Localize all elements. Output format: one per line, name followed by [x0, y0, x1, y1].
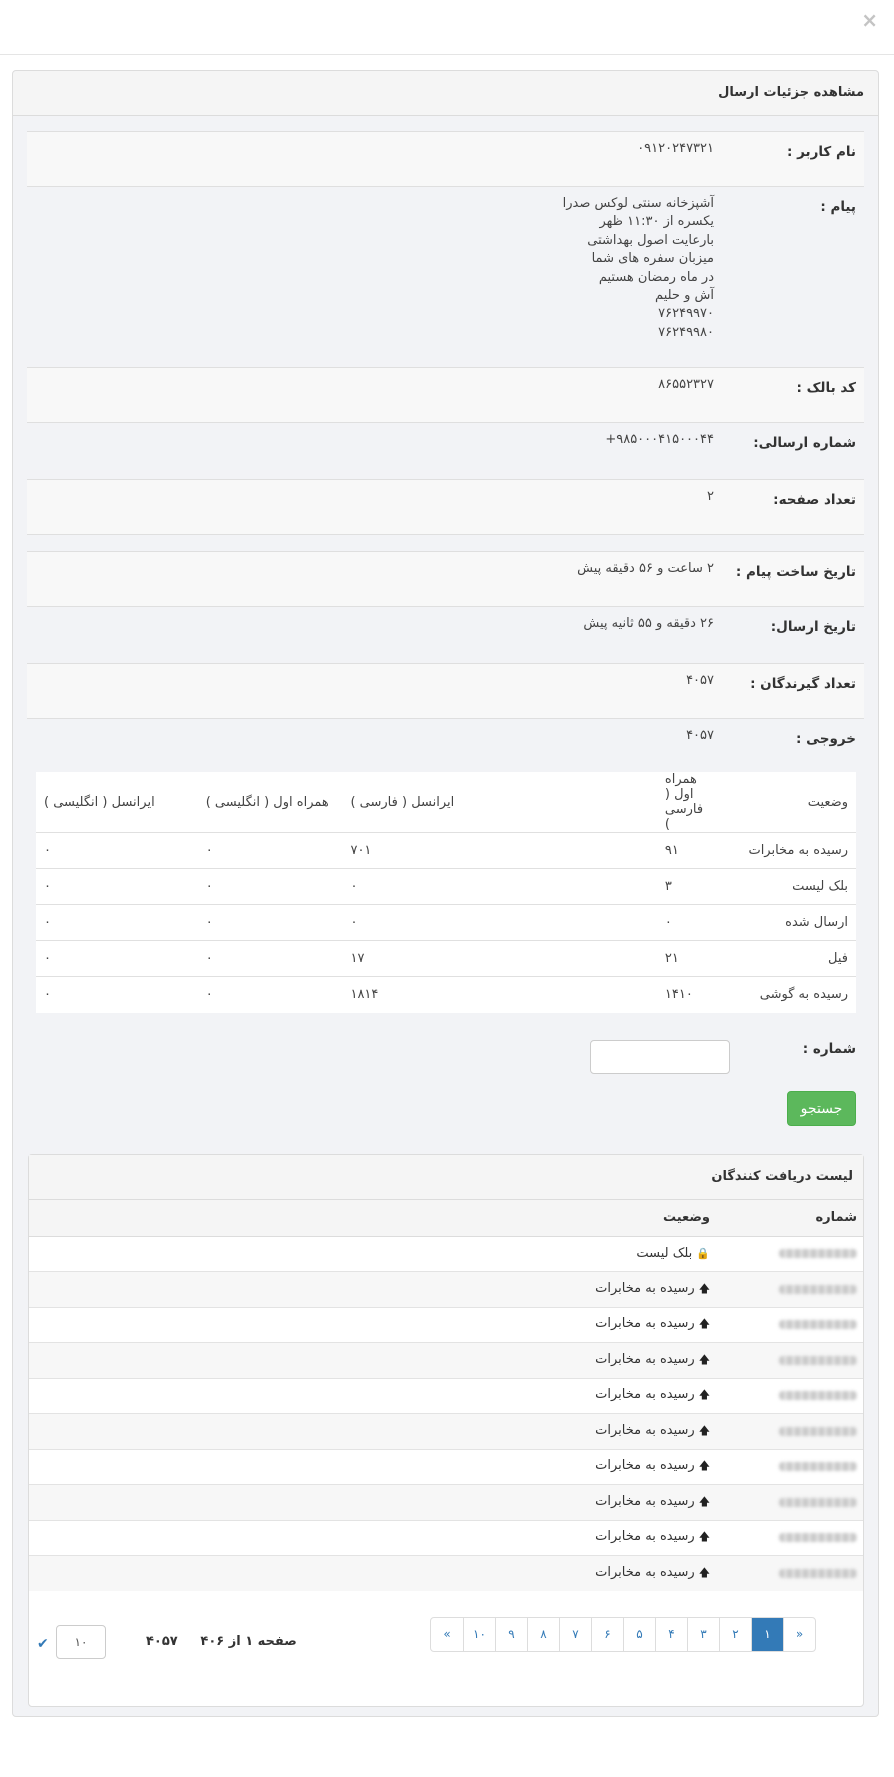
blurred-number — [779, 1498, 857, 1507]
stats-cell: ارسال شده — [711, 905, 856, 941]
page-button-8[interactable]: ۸ — [527, 1618, 559, 1651]
send-date-value: ۲۶ دقیقه و ۵۵ ثانیه پیش — [583, 616, 714, 631]
page-button-5[interactable]: ۵ — [623, 1618, 655, 1651]
stats-cell: ۱۴۱۰ — [487, 977, 711, 1013]
recipient-number — [758, 1307, 863, 1343]
status-text: رسیده به مخابرات — [595, 1387, 695, 1403]
page-button-9[interactable]: ۹ — [495, 1618, 527, 1651]
table-row — [29, 1414, 863, 1450]
recipient-number — [758, 1520, 863, 1556]
table-row — [29, 1272, 863, 1308]
stats-cell: ۰ — [198, 941, 343, 977]
stats-cell: ۰ — [198, 905, 343, 941]
number-search-input[interactable] — [590, 1040, 730, 1074]
page-button-6[interactable]: ۶ — [591, 1618, 623, 1651]
stats-cell: بلک لیست — [711, 869, 856, 905]
stats-cell: ۰ — [36, 977, 198, 1013]
recipient-number — [758, 1236, 863, 1272]
stats-cell: فیل — [711, 941, 856, 977]
recipient-status — [29, 1236, 758, 1272]
table-row — [29, 1378, 863, 1414]
page-button-10[interactable]: ۱۰ — [463, 1618, 495, 1651]
recipient-status — [29, 1378, 758, 1414]
recipient-status — [29, 1449, 758, 1485]
stats-cell: رسیده به گوشی — [711, 977, 856, 1013]
status-text: رسیده به مخابرات — [595, 1529, 695, 1545]
stats-header-row — [36, 772, 856, 833]
recipients-title: لیست دریافت کنندگان — [29, 1155, 863, 1200]
stats-row — [36, 941, 856, 977]
blurred-number — [779, 1249, 857, 1258]
number-search-label: شماره : — [802, 1041, 856, 1057]
arrow-up-icon: 🡅 — [698, 1281, 710, 1295]
lock-icon: 🔒 — [696, 1247, 710, 1261]
stats-cell: ۲۱ — [487, 941, 711, 977]
recipient-number — [758, 1556, 863, 1592]
stats-row — [36, 905, 856, 941]
blurred-number — [779, 1285, 857, 1294]
check-icon[interactable]: ✔ — [37, 1636, 49, 1652]
recipient-number — [758, 1485, 863, 1521]
stats-row — [36, 977, 856, 1013]
table-row — [29, 1520, 863, 1556]
output-label: خروجی : — [795, 731, 856, 747]
status-text: بلک لیست — [636, 1246, 693, 1262]
message-line: بارعایت اصول بهداشتی — [587, 232, 714, 248]
detail-row-bulk-code — [27, 367, 864, 423]
recipient-status — [29, 1556, 758, 1592]
recipient-status — [29, 1272, 758, 1308]
stats-cell: رسیده به مخابرات — [711, 833, 856, 869]
detail-row-send-date — [27, 607, 864, 663]
detail-row-created-date — [27, 551, 864, 607]
stats-cell: ۹۱ — [487, 833, 711, 869]
recipients-count-value: ۴۰۵۷ — [686, 673, 714, 688]
message-line: ۷۶۲۴۹۹۸۰ — [658, 324, 714, 340]
stats-cell: ۰ — [36, 833, 198, 869]
blurred-number — [779, 1462, 857, 1471]
stats-cell: ۰ — [487, 905, 711, 941]
per-page-input[interactable]: ۱۰ — [56, 1625, 106, 1659]
detail-row-sender-number — [27, 423, 864, 479]
recipients-count-label: تعداد گیرندگان : — [750, 676, 856, 692]
arrow-up-icon: 🡅 — [698, 1566, 710, 1579]
detail-row-page-count — [27, 479, 864, 535]
recipient-status — [29, 1520, 758, 1556]
stats-header-cell: ایرانسل ( انگلیسی ) — [44, 794, 155, 810]
message-label: پیام : — [820, 199, 856, 215]
page-button-3[interactable]: ۳ — [687, 1618, 719, 1651]
arrow-up-icon: 🡅 — [698, 1388, 710, 1402]
table-row — [29, 1485, 863, 1521]
blurred-number — [779, 1320, 857, 1329]
bulk-code-label: کد بالک : — [796, 380, 856, 396]
status-text: رسیده به مخابرات — [595, 1493, 695, 1509]
arrow-up-icon: 🡅 — [698, 1423, 710, 1437]
detail-row-output — [27, 719, 864, 775]
table-row — [29, 1449, 863, 1485]
recipient-number — [758, 1343, 863, 1379]
table-row — [29, 1556, 863, 1592]
pagination — [430, 1617, 816, 1652]
delivery-stats-table — [36, 772, 856, 1013]
stats-cell: ۰ — [198, 869, 343, 905]
status-text: رسیده به مخابرات — [595, 1351, 695, 1367]
detail-row-username — [27, 131, 864, 187]
message-line: میزبان سفره های شما — [591, 251, 714, 267]
created-date-label: تاریخ ساخت پیام : — [735, 564, 856, 580]
blurred-number — [779, 1391, 857, 1400]
page-button-2[interactable]: ۲ — [719, 1618, 751, 1651]
header-divider — [0, 54, 894, 55]
status-text: رسیده به مخابرات — [595, 1316, 695, 1332]
recipient-status — [29, 1307, 758, 1343]
username-value: ۰۹۱۲۰۲۴۷۳۲۱ — [637, 141, 714, 156]
status-text: رسیده به مخابرات — [595, 1280, 695, 1296]
page-prev-button[interactable]: » — [783, 1618, 815, 1651]
detail-row-message — [27, 187, 864, 367]
stats-cell: ۰ — [342, 905, 486, 941]
recipient-status — [29, 1343, 758, 1379]
page-button-1[interactable]: ۱ — [751, 1618, 783, 1651]
status-text: رسیده به مخابرات — [595, 1458, 695, 1474]
blurred-number — [779, 1356, 857, 1365]
page-info-text: صفحه ۱ از ۴۰۶ — [200, 1634, 297, 1649]
recipient-number — [758, 1378, 863, 1414]
username-label: نام کاربر : — [787, 144, 856, 160]
close-button[interactable]: × — [861, 8, 878, 32]
page-count-label: تعداد صفحه: — [773, 492, 856, 508]
stats-cell: ۰ — [36, 905, 198, 941]
stats-cell: ۱۷ — [342, 941, 486, 977]
stats-row — [36, 833, 856, 869]
status-text: رسیده به مخابرات — [595, 1565, 695, 1580]
created-date-value: ۲ ساعت و ۵۶ دقیقه پیش — [577, 561, 714, 576]
number-column-header: شماره — [758, 1200, 863, 1236]
stats-row — [36, 869, 856, 905]
stats-cell: ۱۸۱۴ — [342, 977, 486, 1013]
stats-header-cell: همراه اول ( فارسی ) — [664, 772, 704, 832]
table-row — [29, 1343, 863, 1379]
status-text: رسیده به مخابرات — [595, 1422, 695, 1438]
stats-cell: ۰ — [36, 869, 198, 905]
recipients-header-row — [29, 1200, 863, 1236]
recipient-status — [29, 1485, 758, 1521]
blurred-number — [779, 1533, 857, 1542]
status-column-header: وضعیت — [29, 1200, 758, 1236]
stats-header-cell: وضعیت — [807, 794, 848, 810]
message-body — [563, 195, 714, 342]
message-line: ۷۶۲۴۹۹۷۰ — [658, 306, 714, 322]
output-value: ۴۰۵۷ — [686, 728, 714, 743]
blurred-number — [779, 1569, 857, 1578]
page-button-4[interactable]: ۴ — [655, 1618, 687, 1651]
stats-cell: ۰ — [36, 941, 198, 977]
panel-title: مشاهده جزئیات ارسال — [13, 71, 878, 116]
page-count-value: ۲ — [707, 489, 714, 504]
recipient-number — [758, 1449, 863, 1485]
stats-cell: ۰ — [342, 869, 486, 905]
message-line: یکسره از ۱۱:۳۰ ظهر — [599, 214, 714, 230]
arrow-up-icon: 🡅 — [698, 1352, 710, 1366]
stats-header-cell: ایرانسل ( فارسی ) — [350, 794, 455, 810]
stats-cell: ۰ — [198, 833, 343, 869]
message-line: در ماه رمضان هستیم — [598, 269, 714, 285]
page-info — [146, 1634, 297, 1649]
page-next-button[interactable]: « — [443, 1627, 451, 1641]
send-date-label: تاریخ ارسال: — [770, 619, 856, 635]
recipient-number — [758, 1272, 863, 1308]
recipient-status — [29, 1414, 758, 1450]
table-row — [29, 1236, 863, 1272]
stats-cell: ۳ — [487, 869, 711, 905]
arrow-up-icon: 🡅 — [698, 1317, 710, 1331]
arrow-up-icon: 🡅 — [698, 1459, 710, 1473]
message-line: آشپزخانه سنتی لوکس صدرا — [562, 196, 714, 211]
page-button-7[interactable]: ۷ — [559, 1618, 591, 1651]
table-row — [29, 1307, 863, 1343]
stats-cell: ۰ — [198, 977, 343, 1013]
arrow-up-icon: 🡅 — [698, 1530, 710, 1544]
search-button[interactable]: جستجو — [787, 1091, 856, 1126]
total-count: ۴۰۵۷ — [146, 1634, 178, 1649]
sender-number-value: ۹۸۵۰۰۰۴۱۵۰۰۰۴۴+ — [605, 432, 714, 447]
recipients-table — [29, 1200, 863, 1591]
stats-header-cell: همراه اول ( انگلیسی ) — [205, 794, 329, 810]
detail-row-recipients-count — [27, 663, 864, 719]
bulk-code-value: ۸۶۵۵۲۳۲۷ — [658, 377, 714, 392]
blurred-number — [779, 1427, 857, 1436]
stats-cell: ۷۰۱ — [342, 833, 486, 869]
arrow-up-icon: 🡅 — [698, 1494, 710, 1508]
recipient-number — [758, 1414, 863, 1450]
sender-number-label: شماره ارسالی: — [753, 435, 856, 451]
message-line: آش و حلیم — [655, 288, 714, 304]
